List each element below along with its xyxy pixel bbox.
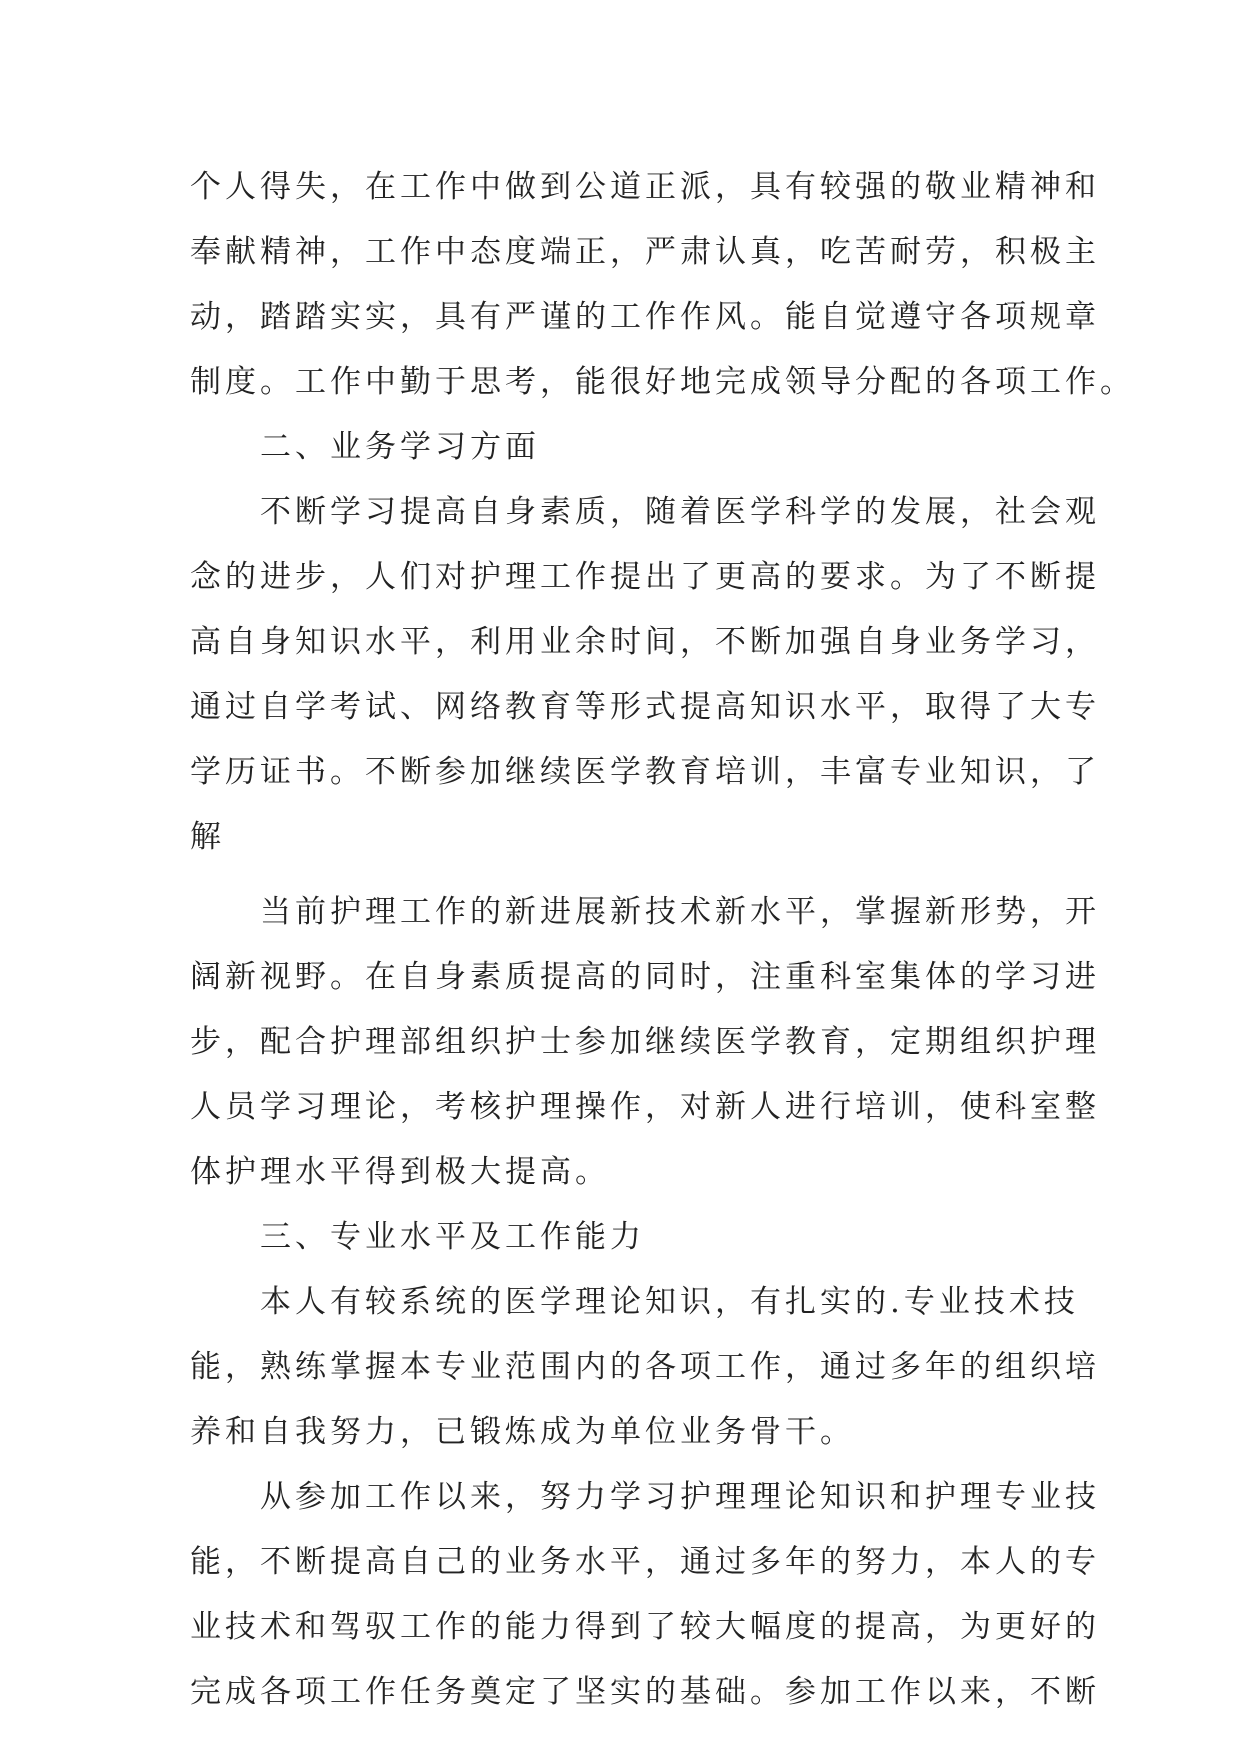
text-line: 动，踏踏实实，具有严谨的工作作风。能自觉遵守各项规章 [190,299,1100,335]
text-line: 步，配合护理部组织护士参加继续医学教育，定期组织护理 [190,1024,1100,1060]
text-line: 奉献精神，工作中态度端正，严肃认真，吃苦耐劳，积极主 [190,234,1100,270]
text-line: 阔新视野。在自身素质提高的同时，注重科室集体的学习进 [190,959,1100,995]
text-line: 念的进步，人们对护理工作提出了更高的要求。为了不断提 [190,559,1100,595]
text-line: 当前护理工作的新进展新技术新水平，掌握新形势，开 [190,894,1100,930]
document-body [190,155,1135,1725]
section-heading: 三、专业水平及工作能力 [190,1219,645,1255]
text-line: 学历证书。不断参加继续医学教育培训，丰富专业知识，了 [190,754,1100,790]
text-line: 不断学习提高自身素质，随着医学科学的发展，社会观 [190,494,1100,530]
text-line: 解 [190,819,225,855]
text-line: 人员学习理论，考核护理操作，对新人进行培训，使科室整 [190,1089,1100,1125]
section-heading: 二、业务学习方面 [190,429,540,465]
text-line: 个人得失，在工作中做到公道正派，具有较强的敬业精神和 [190,169,1100,205]
text-line: 从参加工作以来，努力学习护理理论知识和护理专业技 [190,1479,1100,1515]
text-line: 养和自我努力，已锻炼成为单位业务骨干。 [190,1414,855,1450]
text-line: 制度。工作中勤于思考，能很好地完成领导分配的各项工作。 [190,364,1135,400]
text-line: 高自身知识水平，利用业余时间，不断加强自身业务学习， [190,624,1100,660]
text-line: 完成各项工作任务奠定了坚实的基础。参加工作以来，不断 [190,1674,1100,1710]
text-line: 能，熟练掌握本专业范围内的各项工作，通过多年的组织培 [190,1349,1100,1385]
text-line: 通过自学考试、网络教育等形式提高知识水平，取得了大专 [190,689,1100,725]
text-line: 业技术和驾驭工作的能力得到了较大幅度的提高，为更好的 [190,1609,1100,1645]
text-line: 能，不断提高自己的业务水平，通过多年的努力，本人的专 [190,1544,1100,1580]
text-line: 本人有较系统的医学理论知识，有扎实的.专业技术技 [190,1284,1079,1320]
text-line: 体护理水平得到极大提高。 [190,1154,610,1190]
